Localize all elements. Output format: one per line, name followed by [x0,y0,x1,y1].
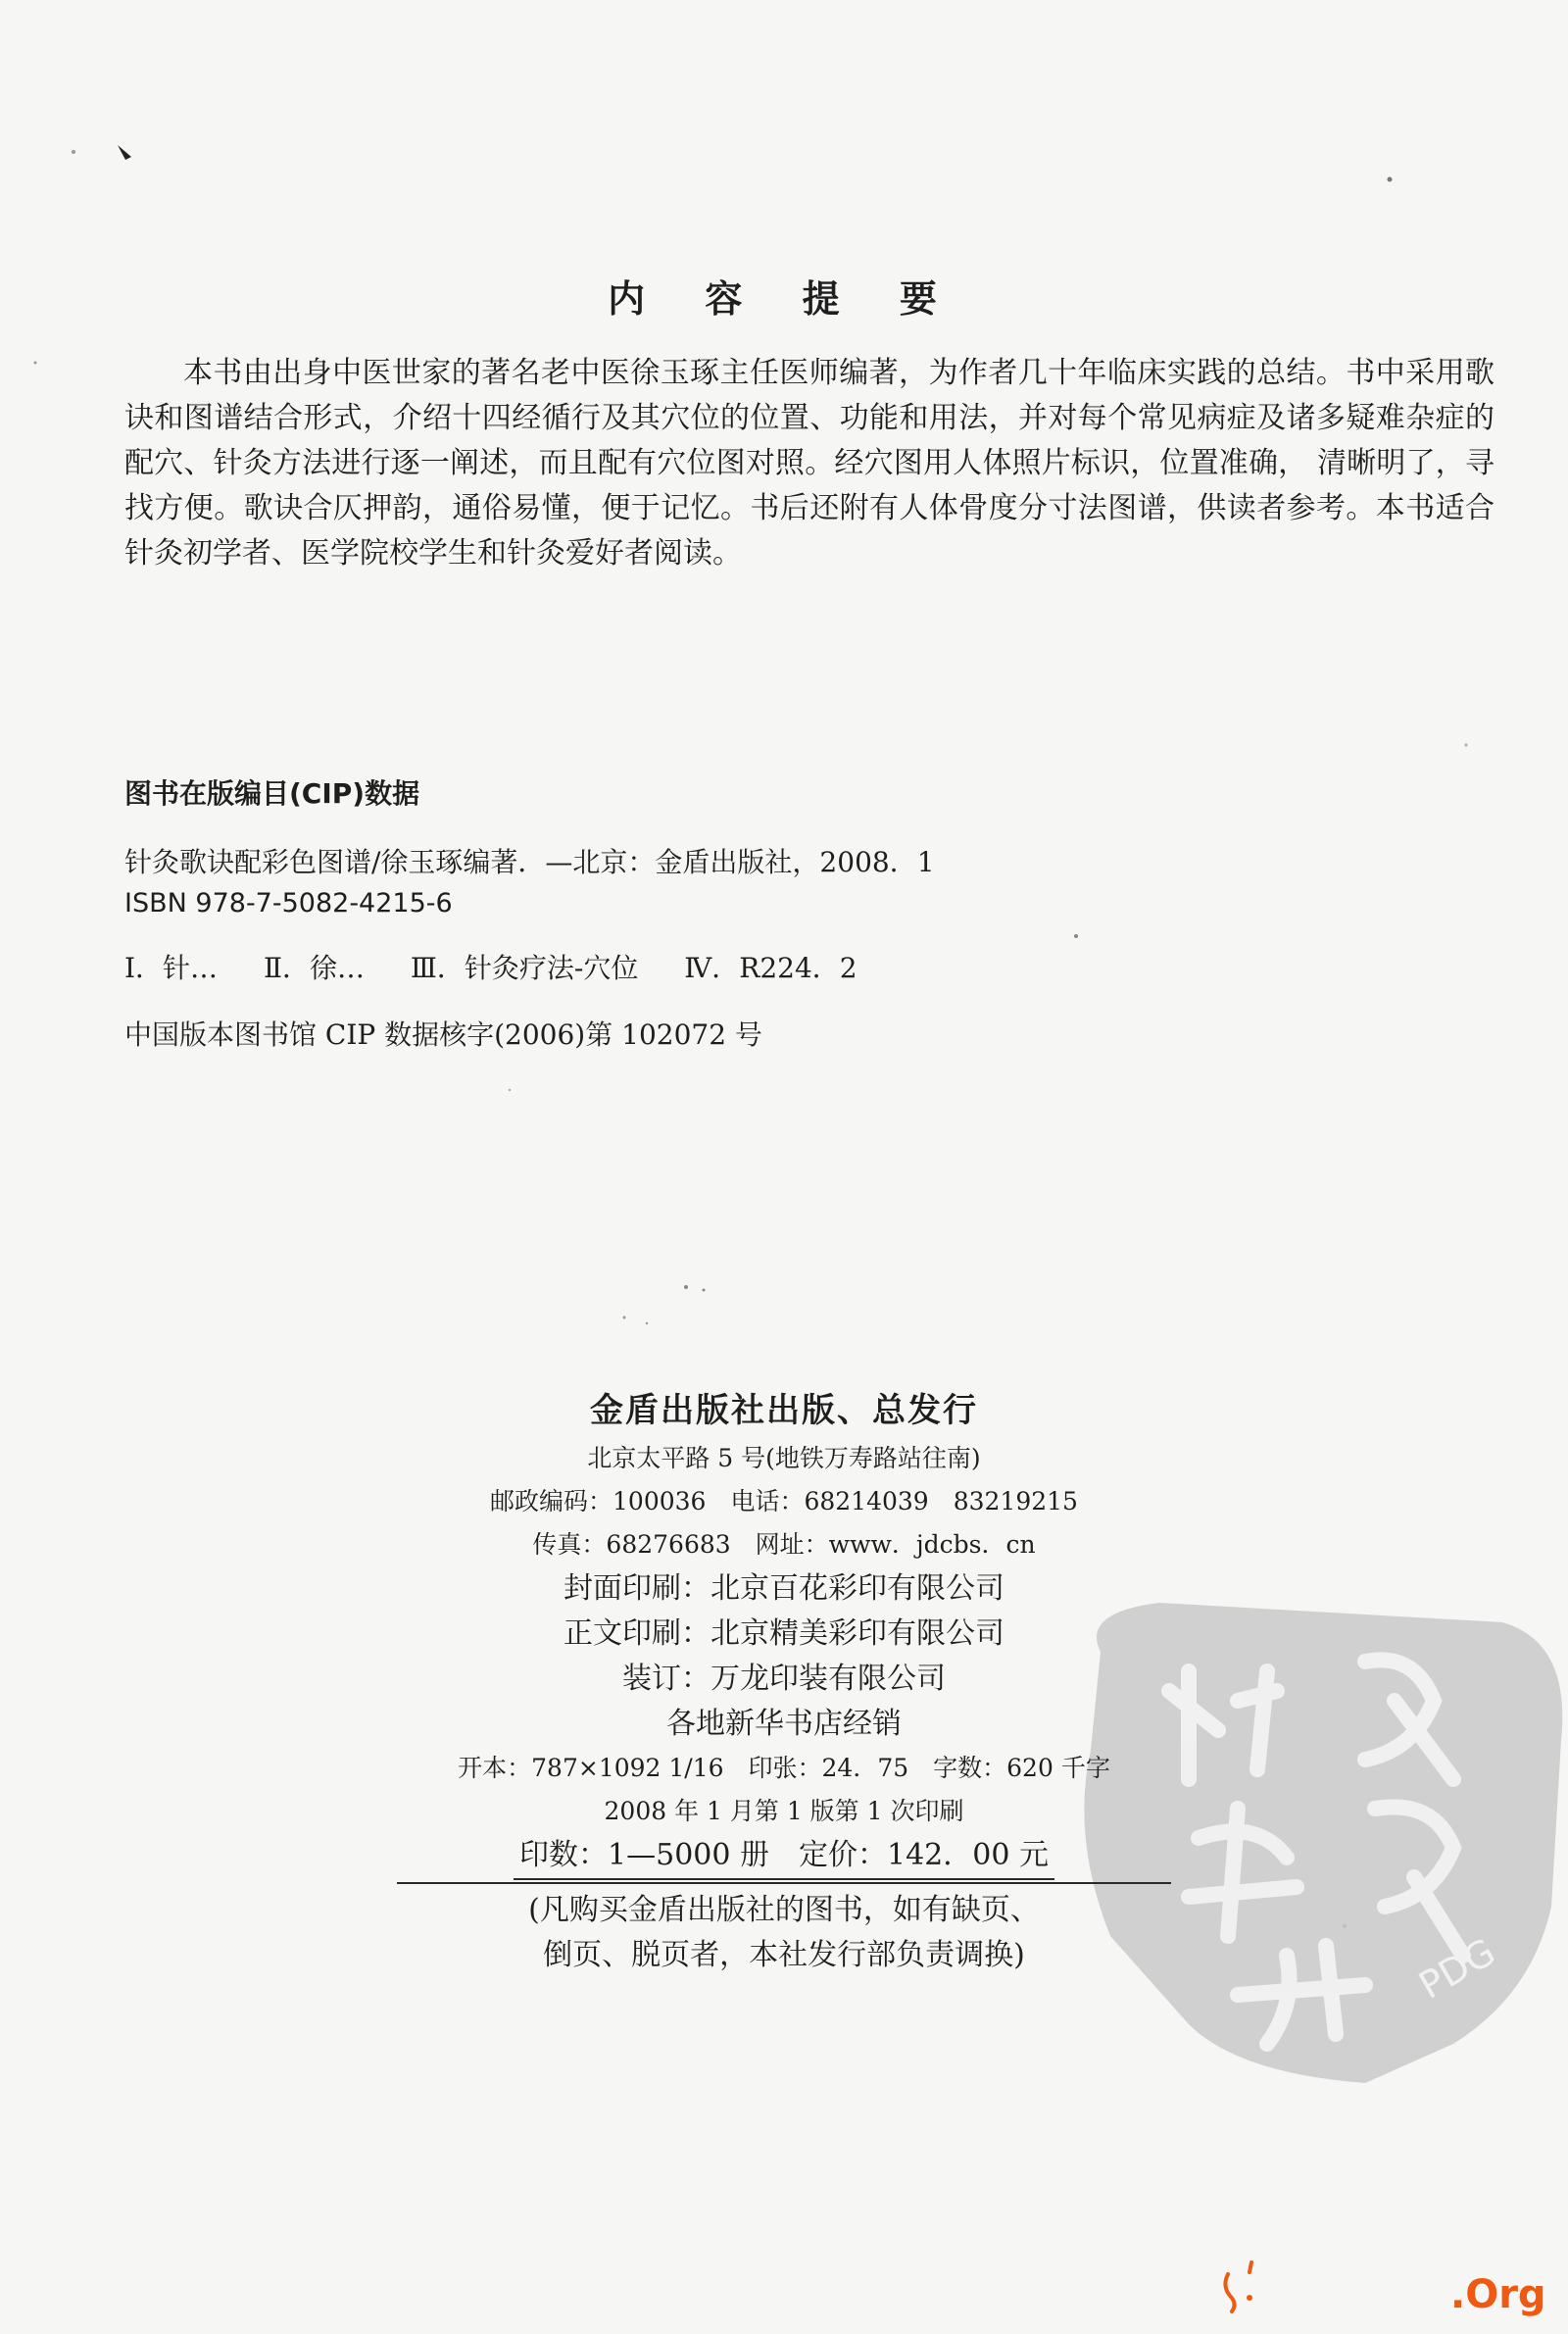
brand-squiggle-icon [1220,2257,1259,2315]
publisher-postal-phone: 邮政编码：100036 电话：68214039 83219215 [490,1487,1078,1515]
publisher-address: 北京太平路 5 号(地铁万寿路站往南) [587,1444,981,1472]
cip-isbn: ISBN 978-7-5082-4215-6 [124,888,453,919]
binder: 装订：万龙印装有限公司 [622,1662,946,1696]
site-brand: .Org [1450,2272,1546,2317]
cip-class-1: Ⅰ．针… [124,952,219,984]
edition-info: 2008 年 1 月第 1 版第 1 次印刷 [604,1797,964,1825]
notice-line-1: (凡购买金盾出版社的图书，如有缺页、 [528,1893,1040,1927]
summary-body: 本书由出身中医世家的著名老中医徐玉琢主任医师编著，为作者几十年临床实践的总结。书中采用歌诀和图谱结合形式，介绍十四经循行及其穴位的位置、功能和用法，并对每个常见病症及诸多疑难杂症的配穴、针灸方法进行逐一阐述，而且配有穴位图对照。经穴图用人体照片标识，位置准确， 清晰明了，寻找方便。歌诀合仄押韵，通俗易懂，便于记忆。书后还附有人体骨度分寸法图谱，供读者参考。本书适合针灸初学者、医学院校学生和针灸爱好者阅读。 [124,356,1494,571]
publisher-name: 金盾出版社出版、总发行 [590,1391,978,1430]
seal-pdg-text: PDG [1411,1929,1503,2008]
print-run-price-line [392,1833,1176,1880]
publisher-fax-web: 传真：68276683 网址：www．jdcbs．cn [532,1530,1036,1559]
publisher-block [392,1384,1176,1978]
cip-class-4: Ⅳ．R224．2 [684,952,858,984]
cip-heading: 图书在版编目(CIP)数据 [124,777,420,810]
summary-title: 内 容 提 要 [608,277,960,321]
cip-classification [124,949,895,988]
cip-verify-number: 中国版本图书馆 CIP 数据核字(2006)第 102072 号 [124,1018,762,1051]
cover-printer: 封面印刷：北京百花彩印有限公司 [564,1571,1004,1606]
cip-class-2: Ⅱ．徐… [263,952,366,984]
distributor: 各地新华书店经销 [666,1707,902,1741]
notice-line-2: 倒页、脱页者，本社发行部负责调换) [543,1938,1025,1972]
text-printer: 正文印刷：北京精美彩印有限公司 [564,1616,1004,1651]
divider-rule [397,1882,1171,1884]
cip-class-3: Ⅲ．针灸疗法-穴位 [410,952,639,984]
print-run-price: 印数：1—5000 册 定价：142．00 元 [514,1833,1054,1880]
book-format: 开本：787×1092 1/16 印张：24．75 字数：620 千字 [458,1754,1110,1782]
cip-title-line: 针灸歌诀配彩色图谱/徐玉琢编著．—北京：金盾出版社，2008．1 [124,846,935,878]
